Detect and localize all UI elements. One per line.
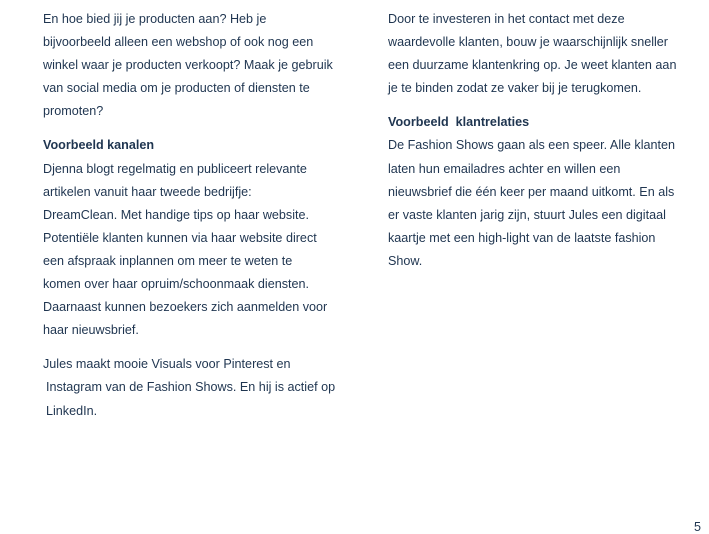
- text-line: er vaste klanten jarig zijn, stuurt Jules een digitaal: [388, 207, 666, 222]
- text-line: nieuwsbrief die één keer per maand uitkomt. En als: [388, 184, 675, 199]
- text-line: Show.: [388, 253, 423, 268]
- section-heading-klantrelaties: Voorbeeld klantrelaties: [388, 115, 530, 130]
- text-line: Daarnaast kunnen bezoekers zich aanmelden voor: [43, 300, 328, 315]
- jules-paragraph: [43, 353, 363, 422]
- text-line: een duurzame klantenkring op. Je weet klanten aan: [388, 58, 677, 73]
- text-line: Djenna blogt regelmatig en publiceert relevante: [43, 161, 307, 176]
- text-line: Jules maakt mooie Visuals voor Pinterest en: [43, 357, 291, 372]
- text-line: Potentiële klanten kunnen via haar website direct: [43, 230, 317, 245]
- left-column: [43, 8, 363, 423]
- text-line: komen over haar opruim/schoonmaak diensten.: [43, 277, 310, 292]
- text-line: je te binden zodat ze vaker bij je terugkomen.: [388, 81, 642, 96]
- example-paragraph: [43, 158, 363, 343]
- text-line: DreamClean. Met handige tips op haar website.: [43, 207, 310, 222]
- text-line: van social media om je producten of diensten te: [43, 81, 310, 96]
- text-line: een afspraak inplannen om meer te weten te: [43, 253, 293, 268]
- text-line: bijvoorbeeld alleen een webshop of ook nog een: [43, 35, 314, 50]
- text-line: Instagram van de Fashion Shows. En hij is actief op: [46, 380, 336, 395]
- text-line: Door te investeren in het contact met deze: [388, 12, 625, 26]
- page-number: 5: [693, 520, 701, 534]
- right-column: [388, 8, 693, 273]
- intro-paragraph: [388, 8, 693, 100]
- example-paragraph: [388, 134, 693, 273]
- text-line: haar nieuwsbrief.: [43, 323, 139, 338]
- text-line: waardevolle klanten, bouw je waarschijnlijk sneller: [388, 35, 669, 50]
- text-line: artikelen vanuit haar tweede bedrijfje:: [43, 184, 252, 199]
- intro-paragraph: [43, 8, 363, 123]
- text-line: promoten?: [43, 104, 104, 119]
- text-line: kaartje met een high-light van de laatste fashion: [388, 230, 656, 245]
- text-line: laten hun emailadres achter en willen een: [388, 161, 621, 176]
- text-line: winkel waar je producten verkoopt? Maak je gebruik: [43, 58, 333, 73]
- text-line: En hoe bied jij je producten aan? Heb je: [43, 12, 267, 26]
- text-line: De Fashion Shows gaan als een speer. Alle klanten: [388, 138, 676, 153]
- text-line: LinkedIn.: [46, 403, 98, 418]
- section-heading-kanalen: Voorbeeld kanalen: [43, 138, 155, 153]
